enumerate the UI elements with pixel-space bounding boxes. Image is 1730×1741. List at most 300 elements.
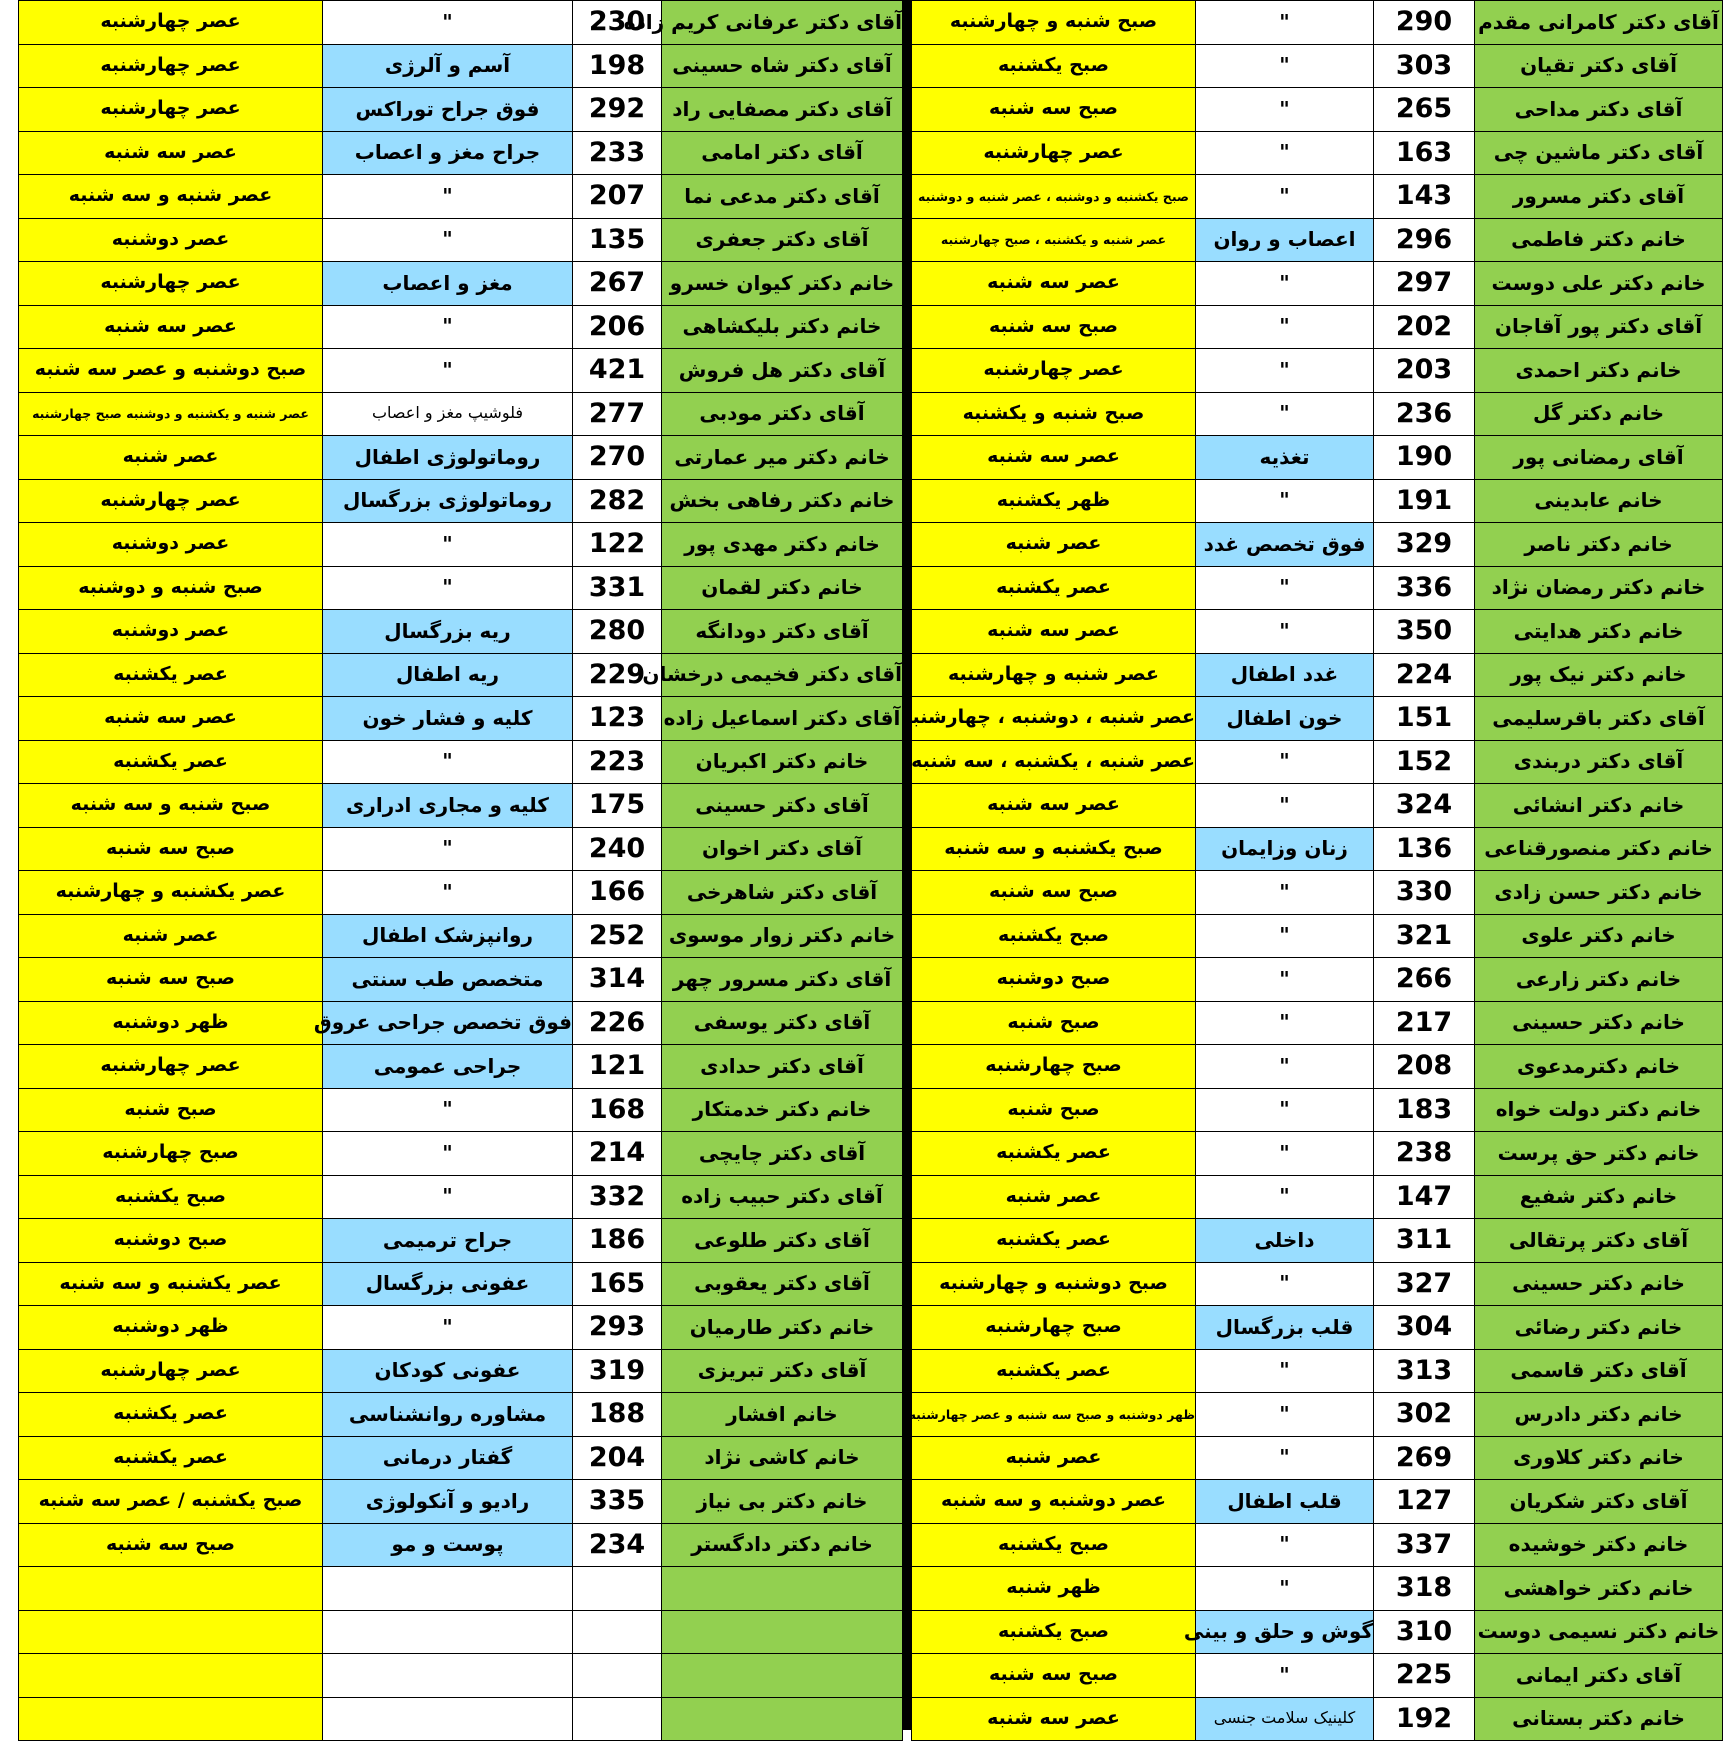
clinic-time-cell: عصر سه شنبه (912, 1697, 1196, 1741)
specialty-cell: اعصاب و روان (1196, 218, 1374, 262)
room-number-cell: 143 (1374, 175, 1475, 219)
doctor-name-cell: خانم دکتر حسن زادی (1475, 871, 1723, 915)
doctor-row (912, 1436, 1723, 1480)
clinic-time-cell (19, 1567, 323, 1611)
doctor-name-cell: آقای دکتر تقیان (1475, 44, 1723, 88)
doctor-name-cell (662, 1567, 903, 1611)
doctor-name-cell: خانم دکتر خوشیده (1475, 1523, 1723, 1567)
specialty-cell: کلینیک سلامت جنسی (1196, 1697, 1374, 1741)
specialty-cell (323, 1610, 573, 1654)
doctor-name-cell (662, 1610, 903, 1654)
doctor-row (19, 1349, 903, 1393)
doctor-name-cell: خانم دکتر نیک پور (1475, 653, 1723, 697)
room-number-cell: 321 (1374, 914, 1475, 958)
room-number-cell (573, 1697, 662, 1741)
room-number-cell: 147 (1374, 1175, 1475, 1219)
clinic-time-cell: ظهر شنبه (912, 1567, 1196, 1611)
specialty-cell: جراحی عمومی (323, 1045, 573, 1089)
specialty-cell: " (1196, 349, 1374, 393)
doctor-name-cell: خانم دکتر دادگستر (662, 1523, 903, 1567)
doctor-row (912, 88, 1723, 132)
room-number-cell: 329 (1374, 523, 1475, 567)
specialty-cell: " (1196, 1001, 1374, 1045)
specialty-cell: " (1196, 914, 1374, 958)
specialty-cell: " (1196, 262, 1374, 306)
clinic-time-cell: صبح سه شنبه (19, 958, 323, 1002)
doctor-name-cell: خانم دکتر بستانی (1475, 1697, 1723, 1741)
doctor-row (912, 1219, 1723, 1263)
clinic-time-cell: عصر سه شنبه (912, 784, 1196, 828)
room-number-cell: 230 (573, 1, 662, 45)
clinic-time-cell: عصر یکشنبه و چهارشنبه (19, 871, 323, 915)
specialty-cell: " (1196, 175, 1374, 219)
doctor-name-cell: آقای دکتر مداحی (1475, 88, 1723, 132)
specialty-cell: " (323, 349, 573, 393)
clinic-time-cell: عصر چهارشنبه (19, 1, 323, 45)
doctor-name-cell: آقای دکتر حبیب زاده (662, 1175, 903, 1219)
doctor-name-cell (662, 1697, 903, 1741)
doctor-name-cell: آقای دکتر شاه حسینی (662, 44, 903, 88)
specialty-cell: " (1196, 1523, 1374, 1567)
clinic-time-cell (19, 1654, 323, 1698)
specialty-cell: " (1196, 1, 1374, 45)
doctor-name-cell: آقای دکتر اخوان (662, 827, 903, 871)
doctor-row (19, 1175, 903, 1219)
doctor-row (19, 784, 903, 828)
clinic-time-cell: صبح سه شنبه (912, 305, 1196, 349)
doctor-name-cell: خانم دکتر کلاوری (1475, 1436, 1723, 1480)
room-number-cell (573, 1567, 662, 1611)
room-number-cell: 191 (1374, 479, 1475, 523)
doctor-name-cell: خانم دکتر اکبریان (662, 740, 903, 784)
doctor-name-cell: آقای دکتر مسرور (1475, 175, 1723, 219)
clinic-time-cell: صبح شنبه و سه شنبه (19, 784, 323, 828)
doctor-row (912, 1045, 1723, 1089)
doctor-row (19, 479, 903, 523)
room-number-cell: 234 (573, 1523, 662, 1567)
doctor-name-cell: آقای دکتر امامی (662, 131, 903, 175)
doctor-name-cell: خانم دکتر دادرس (1475, 1393, 1723, 1437)
doctor-name-cell: خانم دکتر زارعی (1475, 958, 1723, 1002)
doctor-row (912, 479, 1723, 523)
clinic-time-cell (19, 1697, 323, 1741)
doctor-name-cell: خانم دکتر احمدی (1475, 349, 1723, 393)
specialty-cell: " (323, 871, 573, 915)
doctor-row (912, 871, 1723, 915)
doctor-name-cell: آقای رمضانی پور (1475, 436, 1723, 480)
doctor-name-cell: آقای دکتر طلوعی (662, 1219, 903, 1263)
room-number-cell: 217 (1374, 1001, 1475, 1045)
clinic-time-cell: عصر سه شنبه (19, 131, 323, 175)
specialty-cell: " (323, 218, 573, 262)
specialty-cell: " (323, 1175, 573, 1219)
specialty-cell: ریه اطفال (323, 653, 573, 697)
doctor-row (912, 566, 1723, 610)
doctor-row (912, 740, 1723, 784)
room-number-cell: 208 (1374, 1045, 1475, 1089)
specialty-cell: آسم و آلرژی (323, 44, 573, 88)
doctor-name-cell: آقای دکتر حدادی (662, 1045, 903, 1089)
doctor-name-cell: خانم دکتر بلیکشاهی (662, 305, 903, 349)
clinic-time-cell: ظهر یکشنبه (912, 479, 1196, 523)
room-number-cell: 297 (1374, 262, 1475, 306)
specialty-cell: " (323, 1132, 573, 1176)
doctor-name-cell: آقای دکتر قاسمی (1475, 1349, 1723, 1393)
specialty-cell: فلوشیپ مغز و اعصاب (323, 392, 573, 436)
doctor-name-cell: آقای دکتر فخیمی درخشان (662, 653, 903, 697)
clinic-time-cell: صبح سه شنبه (912, 871, 1196, 915)
clinic-time-cell: صبح یکشنبه (19, 1175, 323, 1219)
doctor-name-cell: خانم دکتر رمضان نژاد (1475, 566, 1723, 610)
room-number-cell: 269 (1374, 1436, 1475, 1480)
specialty-cell: " (1196, 1654, 1374, 1698)
room-number-cell: 233 (573, 131, 662, 175)
specialty-cell: جراح مغز و اعصاب (323, 131, 573, 175)
doctor-name-cell: خانم دکتر دولت خواه (1475, 1088, 1723, 1132)
doctor-row (912, 1001, 1723, 1045)
clinic-time-cell: عصر شنبه ، دوشنبه ، چهارشنبه (912, 697, 1196, 741)
clinic-time-cell: عصر شنبه (19, 436, 323, 480)
specialty-cell: " (1196, 1262, 1374, 1306)
room-number-cell: 421 (573, 349, 662, 393)
doctor-name-cell: خانم دکتر خدمتکار (662, 1088, 903, 1132)
doctor-name-cell: خانم دکترمدعوی (1475, 1045, 1723, 1089)
specialty-cell: " (1196, 88, 1374, 132)
doctor-row (19, 1393, 903, 1437)
room-number-cell: 151 (1374, 697, 1475, 741)
doctor-row (19, 1306, 903, 1350)
doctor-name-cell: آقای دکتر باقرسلیمی (1475, 697, 1723, 741)
specialty-cell: " (1196, 1132, 1374, 1176)
room-number-cell: 225 (1374, 1654, 1475, 1698)
specialty-cell: داخلی (1196, 1219, 1374, 1263)
clinic-time-cell: عصر چهارشنبه (19, 1349, 323, 1393)
clinic-time-cell: عصر یکشنبه (912, 1132, 1196, 1176)
specialty-cell: مشاوره روانشناسی (323, 1393, 573, 1437)
room-number-cell: 207 (573, 175, 662, 219)
room-number-cell: 330 (1374, 871, 1475, 915)
clinic-time-cell: صبح شنبه (19, 1088, 323, 1132)
room-number-cell: 277 (573, 392, 662, 436)
clinic-time-cell: عصر شنبه (912, 1175, 1196, 1219)
room-number-cell: 327 (1374, 1262, 1475, 1306)
specialty-cell: " (323, 305, 573, 349)
doctor-row (19, 827, 903, 871)
doctor-name-cell: آقای دکتر مدعی نما (662, 175, 903, 219)
room-number-cell: 324 (1374, 784, 1475, 828)
doctor-name-cell: آقای دکتر اسماعیل زاده (662, 697, 903, 741)
room-number-cell: 198 (573, 44, 662, 88)
specialty-cell: " (1196, 566, 1374, 610)
doctor-name-cell: آقای دکتر حسینی (662, 784, 903, 828)
clinic-time-cell: صبح دوشنبه (19, 1219, 323, 1263)
room-number-cell: 265 (1374, 88, 1475, 132)
room-number-cell: 331 (573, 566, 662, 610)
clinic-time-cell: صبح شنبه و یکشنبه (912, 392, 1196, 436)
specialty-cell: رادیو و آنکولوژی (323, 1480, 573, 1524)
doctor-name-cell: خانم دکتر انشائی (1475, 784, 1723, 828)
doctor-row (912, 914, 1723, 958)
room-number-cell: 267 (573, 262, 662, 306)
room-number-cell: 204 (573, 1436, 662, 1480)
doctor-row (912, 1262, 1723, 1306)
room-number-cell: 252 (573, 914, 662, 958)
doctor-name-cell: آقای دکتر تبریزی (662, 1349, 903, 1393)
doctor-row (912, 697, 1723, 741)
doctor-row (19, 697, 903, 741)
doctor-row (19, 958, 903, 1002)
doctor-name-cell: خانم دکتر فاطمی (1475, 218, 1723, 262)
room-number-cell: 313 (1374, 1349, 1475, 1393)
room-number-cell: 337 (1374, 1523, 1475, 1567)
doctor-row (19, 914, 903, 958)
room-number-cell: 292 (573, 88, 662, 132)
clinic-time-cell: صبح دوشنبه و عصر سه شنبه (19, 349, 323, 393)
specialty-cell: قلب اطفال (1196, 1480, 1374, 1524)
room-number-cell: 318 (1374, 1567, 1475, 1611)
clinic-time-cell: عصر چهارشنبه (912, 131, 1196, 175)
specialty-cell: " (323, 1306, 573, 1350)
doctor-row (19, 1436, 903, 1480)
doctor-row (19, 1001, 903, 1045)
doctor-row (912, 175, 1723, 219)
specialty-cell: " (323, 740, 573, 784)
clinic-time-cell: عصر یکشنبه و سه شنبه (19, 1262, 323, 1306)
doctor-name-cell: خانم دکتر علوی (1475, 914, 1723, 958)
specialty-cell: " (1196, 1349, 1374, 1393)
specialty-cell: قلب بزرگسال (1196, 1306, 1374, 1350)
doctor-row (912, 1349, 1723, 1393)
specialty-cell: گوش و حلق و بینی (1196, 1610, 1374, 1654)
right-schedule-table (900, 0, 1723, 1741)
doctor-row (912, 305, 1723, 349)
specialty-cell: " (1196, 871, 1374, 915)
clinic-time-cell: عصر سه شنبه (912, 262, 1196, 306)
specialty-cell: خون اطفال (1196, 697, 1374, 741)
specialty-cell (323, 1697, 573, 1741)
specialty-cell: " (1196, 479, 1374, 523)
doctor-row (912, 653, 1723, 697)
room-number-cell: 302 (1374, 1393, 1475, 1437)
doctor-name-cell: آقای دکتر شکریان (1475, 1480, 1723, 1524)
room-number-cell: 270 (573, 436, 662, 480)
doctor-row (19, 871, 903, 915)
specialty-cell: " (1196, 1088, 1374, 1132)
specialty-cell: فوق تخصص غدد (1196, 523, 1374, 567)
doctor-row (19, 1, 903, 45)
doctor-row (19, 653, 903, 697)
doctor-name-cell: آقای دکتر مسرور چهر (662, 958, 903, 1002)
doctor-name-cell: خانم دکتر زوار موسوی (662, 914, 903, 958)
room-number-cell: 223 (573, 740, 662, 784)
clinic-time-cell: عصر شنبه و چهارشنبه (912, 653, 1196, 697)
doctor-name-cell: آقای دکتر کامرانی مقدم (1475, 1, 1723, 45)
doctor-name-cell: خانم دکتر حق پرست (1475, 1132, 1723, 1176)
room-number-cell: 163 (1374, 131, 1475, 175)
doctor-name-cell: آقای دکتر مصفایی راد (662, 88, 903, 132)
room-number-cell: 188 (573, 1393, 662, 1437)
doctor-row (19, 1045, 903, 1089)
room-number-cell: 206 (573, 305, 662, 349)
doctor-row (912, 392, 1723, 436)
doctor-name-cell: خانم دکتر رفاهی بخش (662, 479, 903, 523)
doctor-row (19, 44, 903, 88)
doctor-row (912, 1654, 1723, 1698)
room-number-cell: 175 (573, 784, 662, 828)
clinic-time-cell: صبح یکشنبه (912, 1523, 1196, 1567)
room-number-cell: 226 (573, 1001, 662, 1045)
specialty-cell: تغذیه (1196, 436, 1374, 480)
doctor-name-cell (662, 1654, 903, 1698)
specialty-cell: غدد اطفال (1196, 653, 1374, 697)
doctor-name-cell: آقای دکتر مودبی (662, 392, 903, 436)
doctor-row (912, 1306, 1723, 1350)
doctor-row (19, 1610, 903, 1654)
doctor-name-cell: خانم دکتر لقمان (662, 566, 903, 610)
doctor-name-cell: خانم دکتر مهدی پور (662, 523, 903, 567)
clinic-time-cell: صبح شنبه (912, 1088, 1196, 1132)
doctor-name-cell: خانم دکتر میر عمارتی (662, 436, 903, 480)
clinic-time-cell: عصر یکشنبه (912, 566, 1196, 610)
specialty-cell: " (1196, 1045, 1374, 1089)
doctor-row (912, 827, 1723, 871)
clinic-time-cell: صبح سه شنبه (19, 1523, 323, 1567)
doctor-row (19, 1088, 903, 1132)
clinic-time-cell: صبح دوشنبه (912, 958, 1196, 1002)
doctor-name-cell: آقای دکتر جعفری (662, 218, 903, 262)
doctor-name-cell: آقای دکتر هل فروش (662, 349, 903, 393)
doctor-row (912, 1480, 1723, 1524)
clinic-time-cell: صبح یکشنبه / عصر سه شنبه (19, 1480, 323, 1524)
doctor-name-cell: خانم دکتر نسیمی دوست (1475, 1610, 1723, 1654)
doctor-name-cell: آقای دکتر ماشین چی (1475, 131, 1723, 175)
doctor-name-cell: خانم دکتر طارمیان (662, 1306, 903, 1350)
clinic-time-cell: عصر شنبه و سه شنبه (19, 175, 323, 219)
room-number-cell: 166 (573, 871, 662, 915)
room-number-cell: 282 (573, 479, 662, 523)
doctor-row (19, 1219, 903, 1263)
specialty-cell: " (1196, 784, 1374, 828)
specialty-cell: " (1196, 1567, 1374, 1611)
room-number-cell: 203 (1374, 349, 1475, 393)
doctor-row (19, 131, 903, 175)
room-number-cell: 168 (573, 1088, 662, 1132)
room-number-cell: 192 (1374, 1697, 1475, 1741)
doctor-name-cell: خانم دکتر علی دوست (1475, 262, 1723, 306)
room-number-cell: 190 (1374, 436, 1475, 480)
doctor-row (19, 1523, 903, 1567)
clinic-time-cell: صبح سه شنبه (19, 827, 323, 871)
doctor-name-cell: خانم دکتر کیوان خسرو (662, 262, 903, 306)
doctor-name-cell: خانم دکتر خواهشی (1475, 1567, 1723, 1611)
specialty-cell: " (1196, 1436, 1374, 1480)
doctor-name-cell: آقای دکتر پرتقالی (1475, 1219, 1723, 1263)
doctor-row (19, 1480, 903, 1524)
specialty-cell: " (1196, 958, 1374, 1002)
clinic-time-cell: عصر دوشنبه (19, 610, 323, 654)
clinic-time-cell: صبح دوشنبه و چهارشنبه (912, 1262, 1196, 1306)
doctor-row (912, 436, 1723, 480)
doctor-row (912, 218, 1723, 262)
specialty-cell: زنان وزایمان (1196, 827, 1374, 871)
specialty-cell: جراح ترمیمی (323, 1219, 573, 1263)
clinic-time-cell: صبح یکشنبه و دوشنبه ، عصر شنبه و دوشنبه (912, 175, 1196, 219)
doctor-name-cell: خانم افشار (662, 1393, 903, 1437)
doctor-name-cell: آقای دکتر ایمانی (1475, 1654, 1723, 1698)
doctor-row (19, 566, 903, 610)
doctor-name-cell: خانم دکتر رضائی (1475, 1306, 1723, 1350)
clinic-time-cell: عصر چهارشنبه (912, 349, 1196, 393)
specialty-cell: " (1196, 610, 1374, 654)
doctor-name-cell: آقای دکتر چایچی (662, 1132, 903, 1176)
doctor-name-cell: آقای دکتر عرفانی کریم زاده (662, 1, 903, 45)
clinic-time-cell: عصر سه شنبه (912, 610, 1196, 654)
room-number-cell: 152 (1374, 740, 1475, 784)
specialty-cell: ریه بزرگسال (323, 610, 573, 654)
clinic-time-cell: ظهر دوشنبه و صبح سه شنبه و عصر چهارشنبه (912, 1393, 1196, 1437)
doctor-row (19, 305, 903, 349)
specialty-cell: روماتولوژی اطفال (323, 436, 573, 480)
room-number-cell: 214 (573, 1132, 662, 1176)
specialty-cell: " (1196, 740, 1374, 784)
clinic-time-cell: عصر دوشنبه (19, 523, 323, 567)
left-schedule-table (18, 0, 903, 1741)
clinic-time-cell: عصر چهارشنبه (19, 479, 323, 523)
doctor-row (19, 1262, 903, 1306)
specialty-cell: روانپزشک اطفال (323, 914, 573, 958)
doctor-row (912, 1567, 1723, 1611)
specialty-cell: گفتار درمانی (323, 1436, 573, 1480)
doctor-row (912, 349, 1723, 393)
doctor-row (912, 1610, 1723, 1654)
specialty-cell: " (1196, 1393, 1374, 1437)
clinic-time-cell: عصر یکشنبه (19, 1393, 323, 1437)
clinic-time-cell: عصر سه شنبه (19, 305, 323, 349)
doctor-row (19, 523, 903, 567)
clinic-time-cell: صبح یکشنبه (912, 1610, 1196, 1654)
clinic-time-cell: عصر سه شنبه (19, 697, 323, 741)
clinic-time-cell: عصر شنبه ، یکشنبه ، سه شنبه (912, 740, 1196, 784)
doctor-name-cell: آقای دکتر شاهرخی (662, 871, 903, 915)
doctor-row (912, 1523, 1723, 1567)
clinic-time-cell: عصر چهارشنبه (19, 44, 323, 88)
doctor-name-cell: خانم دکتر بی نیاز (662, 1480, 903, 1524)
doctor-row (19, 88, 903, 132)
room-number-cell: 127 (1374, 1480, 1475, 1524)
clinic-time-cell: عصر یکشنبه (912, 1219, 1196, 1263)
doctor-name-cell: آقای دکتر یوسفی (662, 1001, 903, 1045)
doctor-name-cell: خانم دکتر منصورقناعی (1475, 827, 1723, 871)
specialty-cell: کلیه و فشار خون (323, 697, 573, 741)
room-number-cell: 229 (573, 653, 662, 697)
room-number-cell: 135 (573, 218, 662, 262)
clinic-time-cell: ظهر دوشنبه (19, 1001, 323, 1045)
doctor-name-cell: خانم دکتر گل (1475, 392, 1723, 436)
doctor-name-cell: خانم دکتر ناصر (1475, 523, 1723, 567)
room-number-cell: 304 (1374, 1306, 1475, 1350)
room-number-cell: 224 (1374, 653, 1475, 697)
room-number-cell: 238 (1374, 1132, 1475, 1176)
clinic-time-cell: صبح چهارشنبه (19, 1132, 323, 1176)
clinic-time-cell: ظهر دوشنبه (19, 1306, 323, 1350)
doctor-row (19, 610, 903, 654)
room-number-cell: 314 (573, 958, 662, 1002)
doctor-row (912, 784, 1723, 828)
clinic-time-cell: صبح یکشنبه (912, 44, 1196, 88)
doctor-row (19, 1132, 903, 1176)
doctor-row (912, 958, 1723, 1002)
specialty-cell: " (323, 566, 573, 610)
